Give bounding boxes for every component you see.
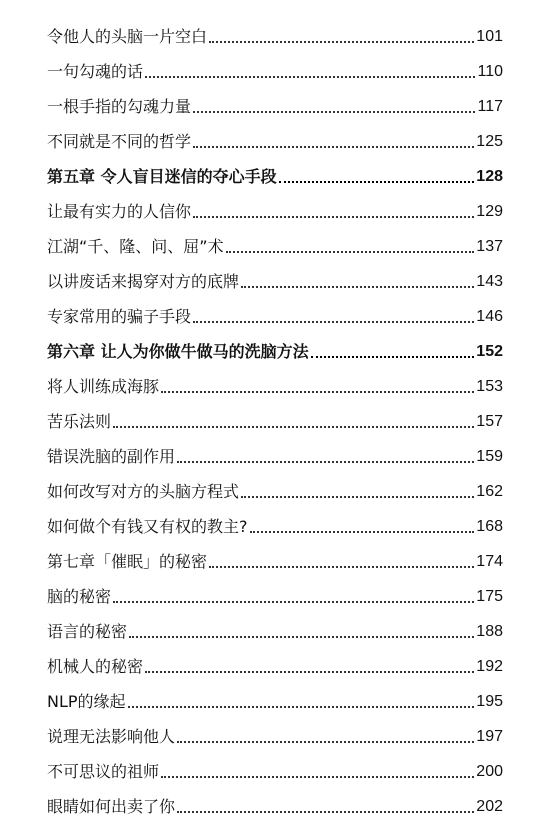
toc-entry-title: 如何做个有钱又有权的教主? xyxy=(47,517,248,536)
toc-entry-title: 令他人的头脑一片空白 xyxy=(47,27,208,46)
toc-page-number: 143 xyxy=(476,273,503,290)
toc-entry-title: 第七章「催眠」的秘密 xyxy=(47,552,208,571)
toc-page-number: 168 xyxy=(476,518,503,535)
toc-entry-title: 不同就是不同的哲学 xyxy=(47,132,192,151)
toc-entry-title: 江湖“千、隆、问、屈”术 xyxy=(47,237,224,256)
toc-entry-title: 一根手指的勾魂力量 xyxy=(47,97,192,116)
dot-leader xyxy=(177,811,474,813)
toc-page-number: 153 xyxy=(476,378,503,395)
toc-entry-title: 一句勾魂的话 xyxy=(47,62,144,81)
toc-entry-title: 眼睛如何出卖了你 xyxy=(47,797,176,816)
toc-page-number: 202 xyxy=(476,798,503,815)
toc-page-number: 200 xyxy=(476,763,503,780)
dot-leader xyxy=(209,566,474,568)
toc-page-number: 195 xyxy=(476,693,503,710)
toc-row[interactable] xyxy=(47,368,503,403)
toc-entry-title: 以讲废话来揭穿对方的底牌 xyxy=(47,272,240,291)
dot-leader xyxy=(250,531,475,533)
toc-row[interactable] xyxy=(47,18,503,53)
toc-entry-title: 第六章 让人为你做牛做马的洗脑方法 xyxy=(47,342,309,361)
dot-leader xyxy=(209,41,474,43)
toc-row[interactable] xyxy=(47,578,503,613)
toc-row[interactable] xyxy=(47,683,503,718)
toc-chapter-row[interactable] xyxy=(47,158,503,193)
toc-page-number: 162 xyxy=(476,483,503,500)
toc-page-number: 128 xyxy=(476,168,503,185)
dot-leader xyxy=(145,671,474,673)
dot-leader xyxy=(177,741,474,743)
toc-row[interactable] xyxy=(47,613,503,648)
dot-leader xyxy=(161,776,474,778)
dot-leader xyxy=(161,391,474,393)
toc-entry-title: 将人训练成海豚 xyxy=(47,377,160,396)
toc-entry-title: 脑的秘密 xyxy=(47,587,112,606)
dot-leader xyxy=(193,216,474,218)
toc-page-number: 159 xyxy=(476,448,503,465)
toc-entry-title: 机械人的秘密 xyxy=(47,657,144,676)
dot-leader xyxy=(113,601,474,603)
toc-row[interactable] xyxy=(47,123,503,158)
toc-page-number: 117 xyxy=(477,98,503,115)
toc-page-number: 137 xyxy=(476,238,503,255)
dot-leader xyxy=(193,321,474,323)
dot-leader xyxy=(311,356,475,358)
dot-leader xyxy=(279,181,475,183)
toc-row[interactable] xyxy=(47,88,503,123)
dot-leader xyxy=(241,286,474,288)
toc-row[interactable] xyxy=(47,473,503,508)
table-of-contents xyxy=(47,18,503,823)
dot-leader xyxy=(145,76,475,78)
toc-entry-title: 说理无法影响他人 xyxy=(47,727,176,746)
toc-page-number: 192 xyxy=(476,658,503,675)
toc-row[interactable] xyxy=(47,438,503,473)
dot-leader xyxy=(129,636,474,638)
toc-page-number: 174 xyxy=(476,553,503,570)
toc-row[interactable] xyxy=(47,228,503,263)
toc-entry-title: 错误洗脑的副作用 xyxy=(47,447,176,466)
toc-entry-title: 让最有实力的人信你 xyxy=(47,202,192,221)
toc-entry-title: 苦乐法则 xyxy=(47,412,112,431)
toc-page-number: 188 xyxy=(476,623,503,640)
toc-entry-title: NLP的缘起 xyxy=(47,692,126,711)
dot-leader xyxy=(226,251,475,253)
toc-row[interactable] xyxy=(47,53,503,88)
toc-page-number: 157 xyxy=(476,413,503,430)
toc-page-number: 197 xyxy=(476,728,503,745)
toc-entry-title: 第五章 令人盲目迷信的夺心手段 xyxy=(47,167,277,186)
toc-entry-title: 语言的秘密 xyxy=(47,622,128,641)
toc-page-number: 129 xyxy=(476,203,503,220)
toc-chapter-row[interactable] xyxy=(47,333,503,368)
dot-leader xyxy=(177,461,474,463)
dot-leader xyxy=(128,706,475,708)
toc-page-number: 101 xyxy=(476,28,503,45)
toc-row[interactable] xyxy=(47,193,503,228)
toc-row[interactable] xyxy=(47,403,503,438)
toc-row[interactable] xyxy=(47,543,503,578)
toc-page-number: 125 xyxy=(476,133,503,150)
toc-entry-title: 专家常用的骗子手段 xyxy=(47,307,192,326)
toc-entry-title: 如何改写对方的头脑方程式 xyxy=(47,482,240,501)
toc-row[interactable] xyxy=(47,753,503,788)
toc-page-number: 175 xyxy=(476,588,503,605)
toc-row[interactable] xyxy=(47,508,503,543)
toc-row[interactable] xyxy=(47,263,503,298)
dot-leader xyxy=(193,111,475,113)
toc-page-number: 152 xyxy=(476,343,503,360)
toc-entry-title: 不可思议的祖师 xyxy=(47,762,160,781)
toc-row[interactable] xyxy=(47,298,503,333)
toc-row[interactable] xyxy=(47,718,503,753)
toc-row[interactable] xyxy=(47,788,503,823)
dot-leader xyxy=(241,496,474,498)
dot-leader xyxy=(193,146,474,148)
toc-page-number: 146 xyxy=(476,308,503,325)
dot-leader xyxy=(113,426,474,428)
toc-page-number: 110 xyxy=(477,63,503,80)
toc-row[interactable] xyxy=(47,648,503,683)
